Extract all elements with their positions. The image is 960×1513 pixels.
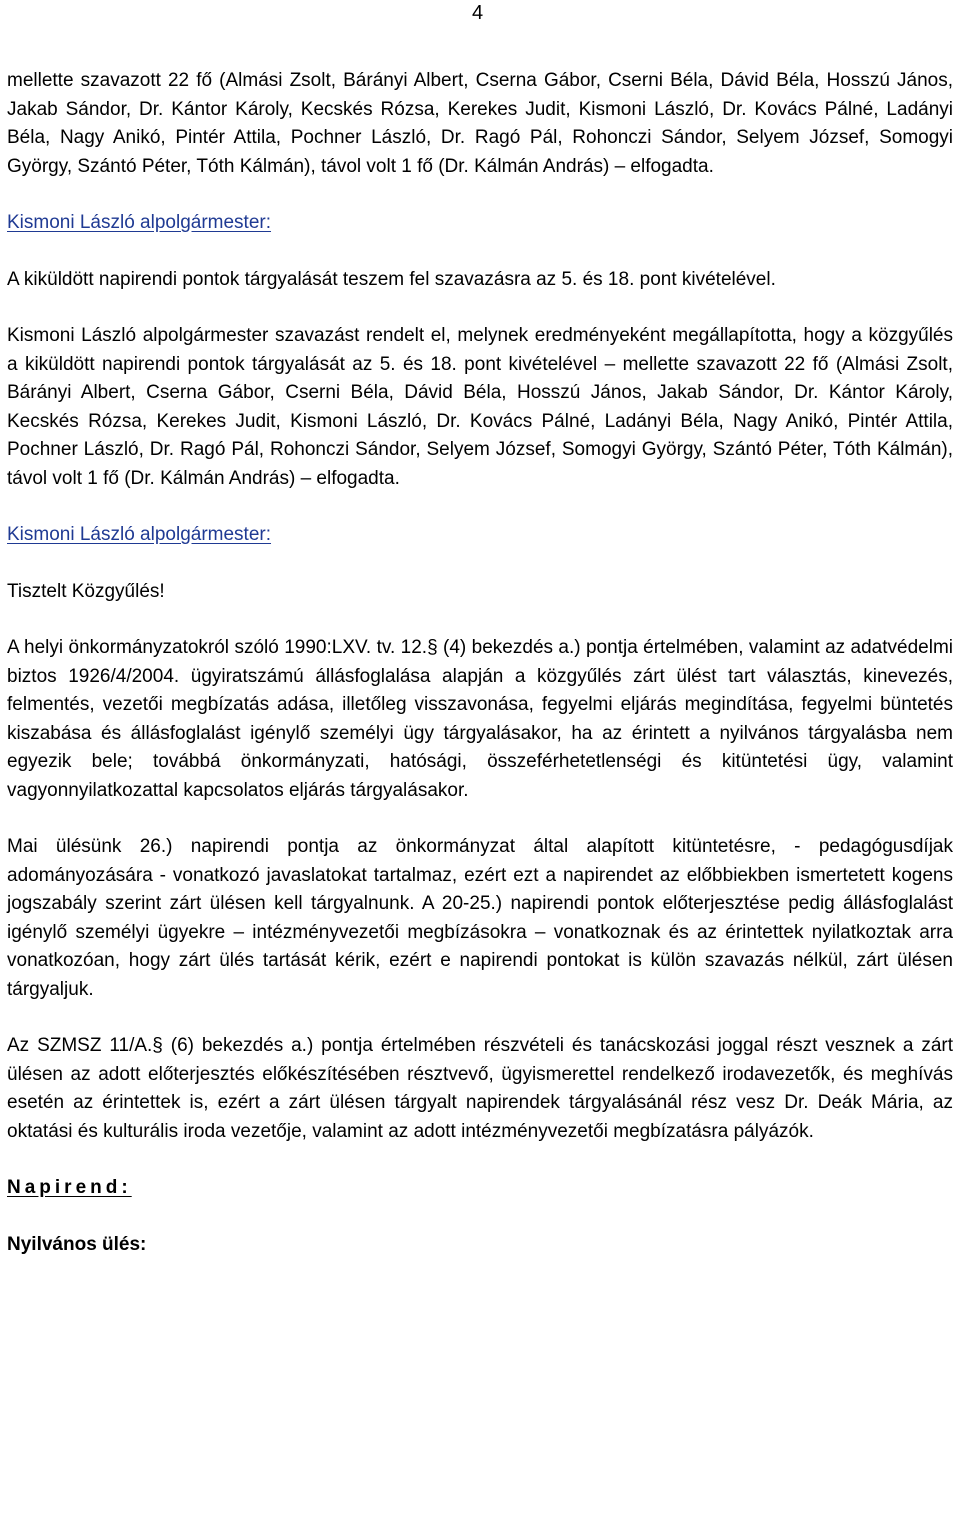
vote-result-paragraph-2: Kismoni László alpolgármester szavazást rendelt el, melynek eredményeként megállapította, hogy a közgyűlés a kiküldött napirendi pontok tárgyalását az 5. és 18. pont kivételével – mellette szavazott 22 fő (Almási Zsolt, Bárányi Albert, Cserna Gábor, Cserni Béla, Dávid Béla, Hosszú János, Jakab Sándor, Dr. Kántor Károly, Kecskés Rózsa, Kerekes Judit, Kismoni László, Dr. Kovács Pálné, Ladányi Béla, Nagy Anikó, Pintér Attila, Pochner László, Dr. Ragó Pál, Rohonczi Sándor, Selyem József, Somogyi György, Szántó Péter, Tóth Kálmán), távol volt 1 fő (Dr. Kálmán András) – elfogadta. xyxy=(7,325,953,489)
salutation: Tisztelt Közgyűlés! xyxy=(7,580,165,602)
page-number: 4 xyxy=(472,2,484,24)
closed-session-legal-basis: A helyi önkormányzatokról szóló 1990:LXV. tv. 12.§ (4) bekezdés a.) pontja értelmében, valamint az adatvédelmi biztos 1926/4/2004. ügyiratszámú állásfoglalása alapján a közgyűlés zárt ülést tart választás, kinevezés, felmentés, vezetői megbízatás adása, illetőleg visszavonása, fegyelmi eljárás megindítása, fegyelmi büntetés kiszabása és állásfoglalást igénylő személyi ügy tárgyalásakor, ha az érintett a nyilvános tárgyalásba nem egyezik bele; továbbá önkormányzati, hatósági, összeférhetetlenségi és kitüntetési ügy, valamint vagyonnyilatkozattal kapcsolatos eljárás tárgyalásakor. xyxy=(7,637,953,801)
document-body xyxy=(7,67,953,1259)
public-session-heading: Nyilvános ülés: xyxy=(7,1233,147,1255)
speaker-heading-1: Kismoni László alpolgármester: xyxy=(7,212,272,233)
speaker-heading-2: Kismoni László alpolgármester: xyxy=(7,524,272,545)
agenda-vote-proposal: A kiküldött napirendi pontok tárgyalását teszem fel szavazásra az 5. és 18. pont kivételével. xyxy=(7,268,776,290)
vote-result-paragraph-1: mellette szavazott 22 fő (Almási Zsolt, Bárányi Albert, Cserna Gábor, Cserni Béla, Dávid Béla, Hosszú János, Jakab Sándor, Dr. Kántor Károly, Kecskés Rózsa, Kerekes Judit, Kismoni László, Dr. Kovács Pálné, Ladányi Béla, Nagy Anikó, Pintér Attila, Pochner László, Dr. Ragó Pál, Rohonczi Sándor, Selyem József, Somogyi György, Szántó Péter, Tóth Kálmán), távol volt 1 fő (Dr. Kálmán András) – elfogadta. xyxy=(7,70,953,177)
agenda-heading: Napirend: xyxy=(7,1177,132,1198)
participation-rights-paragraph: Az SZMSZ 11/A.§ (6) bekezdés a.) pontja értelmében részvételi és tanácskozási joggal részt vesznek a zárt ülésen az adott előterjesztés előkészítésében résztvevő, ügyismerettel rendelkező irodavezetők, és meghívás esetén az érintettek is, ezért a zárt ülésen tárgyalt napirendek tárgyalásánál rész vesz Dr. Deák Mária, az oktatási és kulturális iroda vezetője, valamint az adott intézményvezetői megbízatásra pályázók. xyxy=(7,1035,953,1142)
closed-session-agenda-items: Mai ülésünk 26.) napirendi pontja az önkormányzat által alapított kitüntetésre, - pedagógusdíjak adományozására - vonatkozó javaslatokat tartalmaz, ezért ezt a napirendet az előbbiekben ismertetett kogens jogszabály szerint zárt ülésen kell tárgyalnunk. A 20-25.) napirendi pontok előterjesztése pedig állásfoglalást igénylő személyi ügyekre – intézményvezetői megbízásokra – vonatkoznak és az érintettek nyilatkoztak arra vonatkozóan, hogy zárt ülés tartását kérik, ezért e napirendi pontokat is külön szavazás nélkül, zárt ülésen tárgyaljuk. xyxy=(7,836,953,1000)
